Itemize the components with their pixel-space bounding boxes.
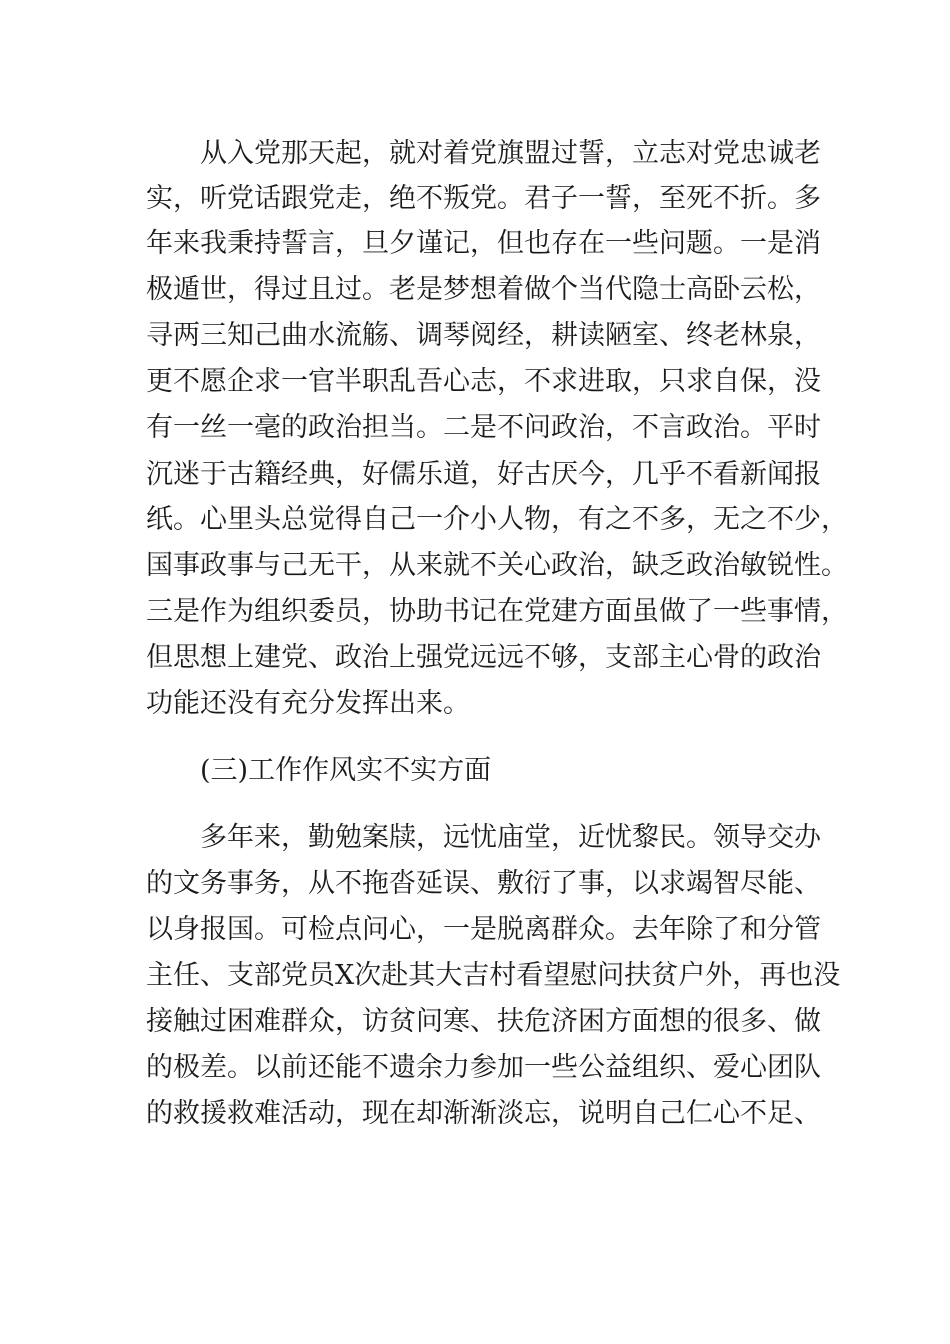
section-heading: (三)工作作风实不实方面 xyxy=(200,755,492,786)
paragraph-2-line-6: 的极差。以前还能不遗余力参加一些公益组织、爱心团队 xyxy=(146,1052,821,1083)
paragraph-1-line-7: 有一丝一毫的政治担当。二是不问政治，不言政治。平时 xyxy=(146,412,821,443)
paragraph-1-line-4: 极遁世，得过且过。老是梦想着做个当代隐士高卧云松， xyxy=(146,274,821,305)
paragraph-2-line-4: 主任、支部党员X次赴其大吉村看望慰问扶贫户外，再也没 xyxy=(146,960,841,991)
paragraph-1-line-13: 功能还没有充分发挥出来。 xyxy=(146,688,470,719)
paragraph-1-line-10: 国事政事与己无干，从来就不关心政治，缺乏政治敏锐性。 xyxy=(146,550,848,581)
paragraph-2-line-2: 的文务事务，从不拖沓延误、敷衍了事，以求竭智尽能、 xyxy=(146,868,821,899)
paragraph-1-line-12: 但思想上建党、政治上强党远远不够，支部主心骨的政治 xyxy=(146,642,821,673)
paragraph-1-line-9: 纸。心里头总觉得自己一介小人物，有之不多，无之不少， xyxy=(146,504,848,535)
paragraph-1-line-3: 年来我秉持誓言，旦夕谨记，但也存在一些问题。一是消 xyxy=(146,228,821,259)
paragraph-1-line-1: 从入党那天起，就对着党旗盟过誓，立志对党忠诚老 xyxy=(200,138,821,169)
paragraph-1-line-5: 寻两三知己曲水流觞、调琴阅经，耕读陋室、终老林泉， xyxy=(146,320,821,351)
paragraph-1-line-2: 实，听党话跟党走，绝不叛党。君子一誓，至死不折。多 xyxy=(146,183,821,214)
paragraph-1-line-6: 更不愿企求一官半职乱吾心志，不求进取，只求自保，没 xyxy=(146,366,821,397)
paragraph-2-line-3: 以身报国。可检点问心，一是脱离群众。去年除了和分管 xyxy=(146,914,821,945)
paragraph-2-line-7: 的救援救难活动，现在却渐渐淡忘，说明自己仁心不足、 xyxy=(146,1098,821,1129)
paragraph-1-line-8: 沉迷于古籍经典，好儒乐道，好古厌今，几乎不看新闻报 xyxy=(146,459,821,490)
paragraph-1-line-11: 三是作为组织委员，协助书记在党建方面虽做了一些事情， xyxy=(146,596,848,627)
paragraph-2-line-5: 接触过困难群众，访贫问寒、扶危济困方面想的很多、做 xyxy=(146,1006,821,1037)
paragraph-2-line-1: 多年来，勤勉案牍，远忧庙堂，近忧黎民。领导交办 xyxy=(200,822,821,853)
